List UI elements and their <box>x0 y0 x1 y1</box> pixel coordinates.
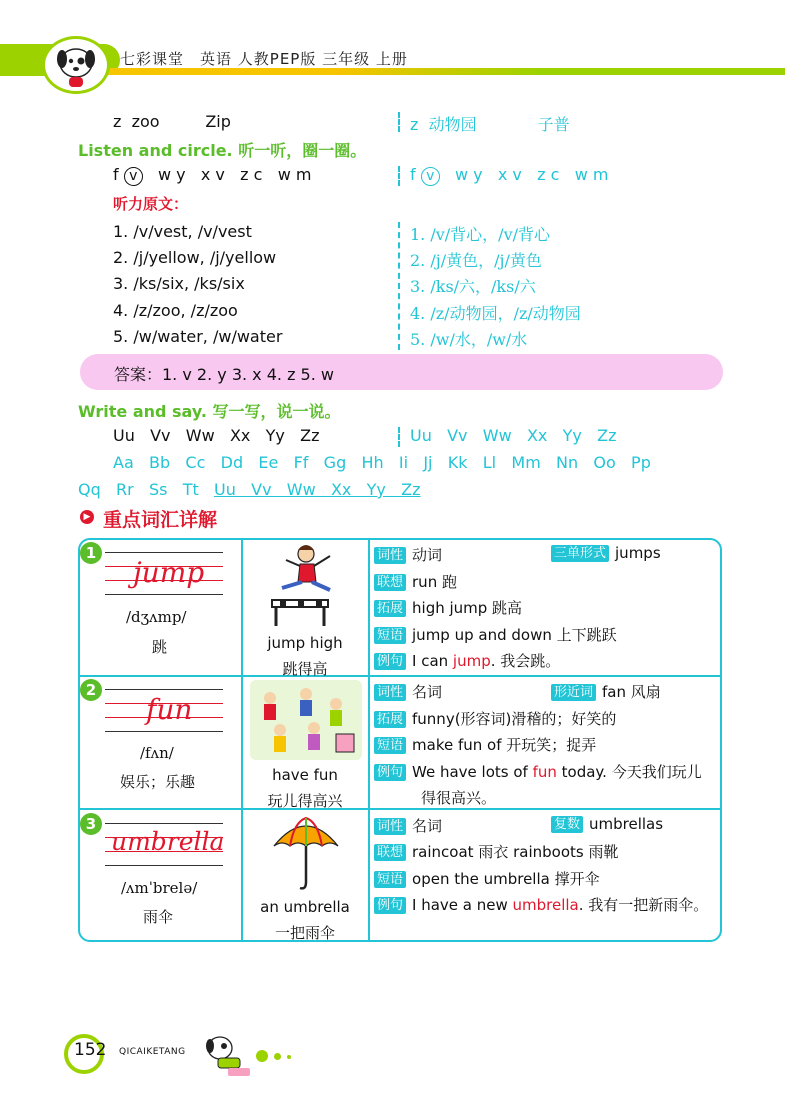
section-title: 重点词汇详解 <box>103 509 218 531</box>
word-plural-line: 复数 umbrellas <box>551 815 663 833</box>
play-icon: ▶ <box>80 510 94 524</box>
write-heading: Write and say. 写一写，说一说。 <box>78 402 341 421</box>
phrase-en: an umbrella <box>260 898 350 916</box>
divider <box>398 112 400 132</box>
phrase-cn: 跳得高 <box>282 660 328 678</box>
listen-item-4-cn: 4. /z/动物园，/z/动物园 <box>410 304 581 323</box>
table-divider <box>241 538 243 942</box>
tag: 词性 <box>374 684 406 701</box>
listen-item-3-cn: 3. /ks/六，/ks/六 <box>410 277 536 296</box>
tag: 联想 <box>374 844 406 861</box>
listen-row-right: f v w y x v z c w m <box>410 165 609 184</box>
tag: 短语 <box>374 627 406 644</box>
circled-letter: v <box>124 167 143 186</box>
listen-item-4-en: 4. /z/zoo, /z/zoo <box>113 301 238 320</box>
answer-band <box>80 354 723 390</box>
word-similar-line: 形近词 fan 风扇 <box>551 681 661 702</box>
word-meaning: 雨伞 <box>143 908 174 926</box>
tag: 例句 <box>374 897 406 914</box>
word-assoc-line: 联想 run 跑 <box>374 571 457 592</box>
phrase-en: jump high <box>267 634 343 652</box>
listen-item-2-en: 2. /j/yellow, /j/yellow <box>113 248 277 267</box>
zoo-line-right: z 动物园 子普 <box>410 115 570 134</box>
word-ipa: /fʌn/ <box>140 744 174 762</box>
word-pos-line: 词性 动词 <box>374 544 442 565</box>
word-ipa: /dʒʌmp/ <box>126 608 187 626</box>
tag: 拓展 <box>374 711 406 728</box>
tag: 词性 <box>374 818 406 835</box>
letters-row-1-right: Uu Vv Ww Xx Yy Zz <box>410 426 617 445</box>
word-form-line: 三单形式 jumps <box>551 544 661 562</box>
tag: 短语 <box>374 871 406 888</box>
word-number: 3 <box>80 813 102 835</box>
word-pos-line: 词性 名词 <box>374 815 442 836</box>
word-ext-line: 拓展 funny(形容词)滑稽的；好笑的 <box>374 708 616 729</box>
word-phrase-line: 短语 open the umbrella 撑开伞 <box>374 868 600 889</box>
listen-item-5-en: 5. /w/water, /w/water <box>113 327 283 346</box>
word-phrase-line: 短语 make fun of 开玩笑；捉弄 <box>374 734 596 755</box>
answer-text: 答案：1. v 2. y 3. x 4. z 5. w <box>114 365 334 384</box>
decor-dot <box>287 1055 291 1059</box>
script-label: 听力原文： <box>113 195 189 213</box>
kids-having-fun-illustration <box>250 680 362 760</box>
word-example-cont: 得很高兴。 <box>421 789 497 807</box>
word-example-line: 例句 I can jump. 我会跳。 <box>374 650 560 671</box>
page-number: 152 <box>74 1040 107 1060</box>
word-phrase-line: 短语 jump up and down 上下跳跃 <box>374 624 617 645</box>
letters-row-3: Qq Rr Ss Tt Uu Vv Ww Xx Yy Zz <box>78 480 421 499</box>
listen-row-left: f v w y x v z c w m <box>113 165 312 184</box>
divider <box>398 166 400 186</box>
phrase-cn: 一把雨伞 <box>274 924 335 942</box>
table-divider <box>78 675 722 677</box>
word-script: jump <box>133 556 205 589</box>
table-divider <box>368 538 370 942</box>
decor-dot <box>274 1053 281 1060</box>
listen-item-3-en: 3. /ks/six, /ks/six <box>113 274 245 293</box>
circled-letter: v <box>421 167 440 186</box>
tag: 拓展 <box>374 600 406 617</box>
tag: 复数 <box>551 816 583 833</box>
word-meaning: 娱乐；乐趣 <box>120 773 196 791</box>
tag: 词性 <box>374 547 406 564</box>
word-number: 1 <box>80 542 102 564</box>
tag: 例句 <box>374 764 406 781</box>
jumping-girl-illustration <box>266 542 342 630</box>
dog-mascot-footer-icon <box>198 1030 254 1080</box>
word-assoc-line: 联想 raincoat 雨衣 rainboots 雨靴 <box>374 841 618 862</box>
divider <box>398 427 400 447</box>
word-number: 2 <box>80 679 102 701</box>
word-ipa: /ʌmˈbrelə/ <box>121 879 198 897</box>
tag: 例句 <box>374 653 406 670</box>
phrase-cn: 玩儿得高兴 <box>267 792 343 810</box>
header-title: 七彩课堂 英语 人教PEP版 三年级 上册 <box>120 50 408 68</box>
word-ext-line: 拓展 high jump 跳高 <box>374 597 522 618</box>
tag: 联想 <box>374 574 406 591</box>
umbrella-illustration <box>270 812 342 892</box>
listen-heading: Listen and circle. 听一听，圈一圈。 <box>78 141 367 160</box>
listen-item-1-cn: 1. /v/背心，/v/背心 <box>410 225 550 244</box>
word-script: umbrella <box>111 827 225 856</box>
word-example-line: 例句 We have lots of fun today. 今天我们玩儿 <box>374 761 702 782</box>
word-meaning: 跳 <box>152 638 168 656</box>
word-script: fun <box>146 693 193 726</box>
tag: 三单形式 <box>551 545 609 562</box>
word-example-line: 例句 I have a new umbrella. 我有一把新雨伞。 <box>374 894 708 915</box>
footer-brand: QICAIKETANG <box>119 1047 186 1057</box>
phrase-en: have fun <box>272 766 338 784</box>
word-pos-line: 词性 名词 <box>374 681 442 702</box>
letters-row-2: Aa Bb Cc Dd Ee Ff Gg Hh Ii Jj Kk Ll Mm Nn Oo Pp <box>113 453 651 472</box>
table-divider <box>78 808 722 810</box>
listen-item-1-en: 1. /v/vest, /v/vest <box>113 222 252 241</box>
listen-item-2-cn: 2. /j/黄色，/j/黄色 <box>410 251 542 270</box>
listen-item-5-cn: 5. /w/水，/w/水 <box>410 330 528 349</box>
tag: 短语 <box>374 737 406 754</box>
zoo-line-left: z zoo Zip <box>113 112 231 131</box>
dog-mascot-icon <box>42 36 110 94</box>
divider <box>398 222 400 350</box>
letters-row-1-left: Uu Vv Ww Xx Yy Zz <box>113 426 320 445</box>
tag: 形近词 <box>551 684 596 701</box>
decor-dot <box>256 1050 268 1062</box>
